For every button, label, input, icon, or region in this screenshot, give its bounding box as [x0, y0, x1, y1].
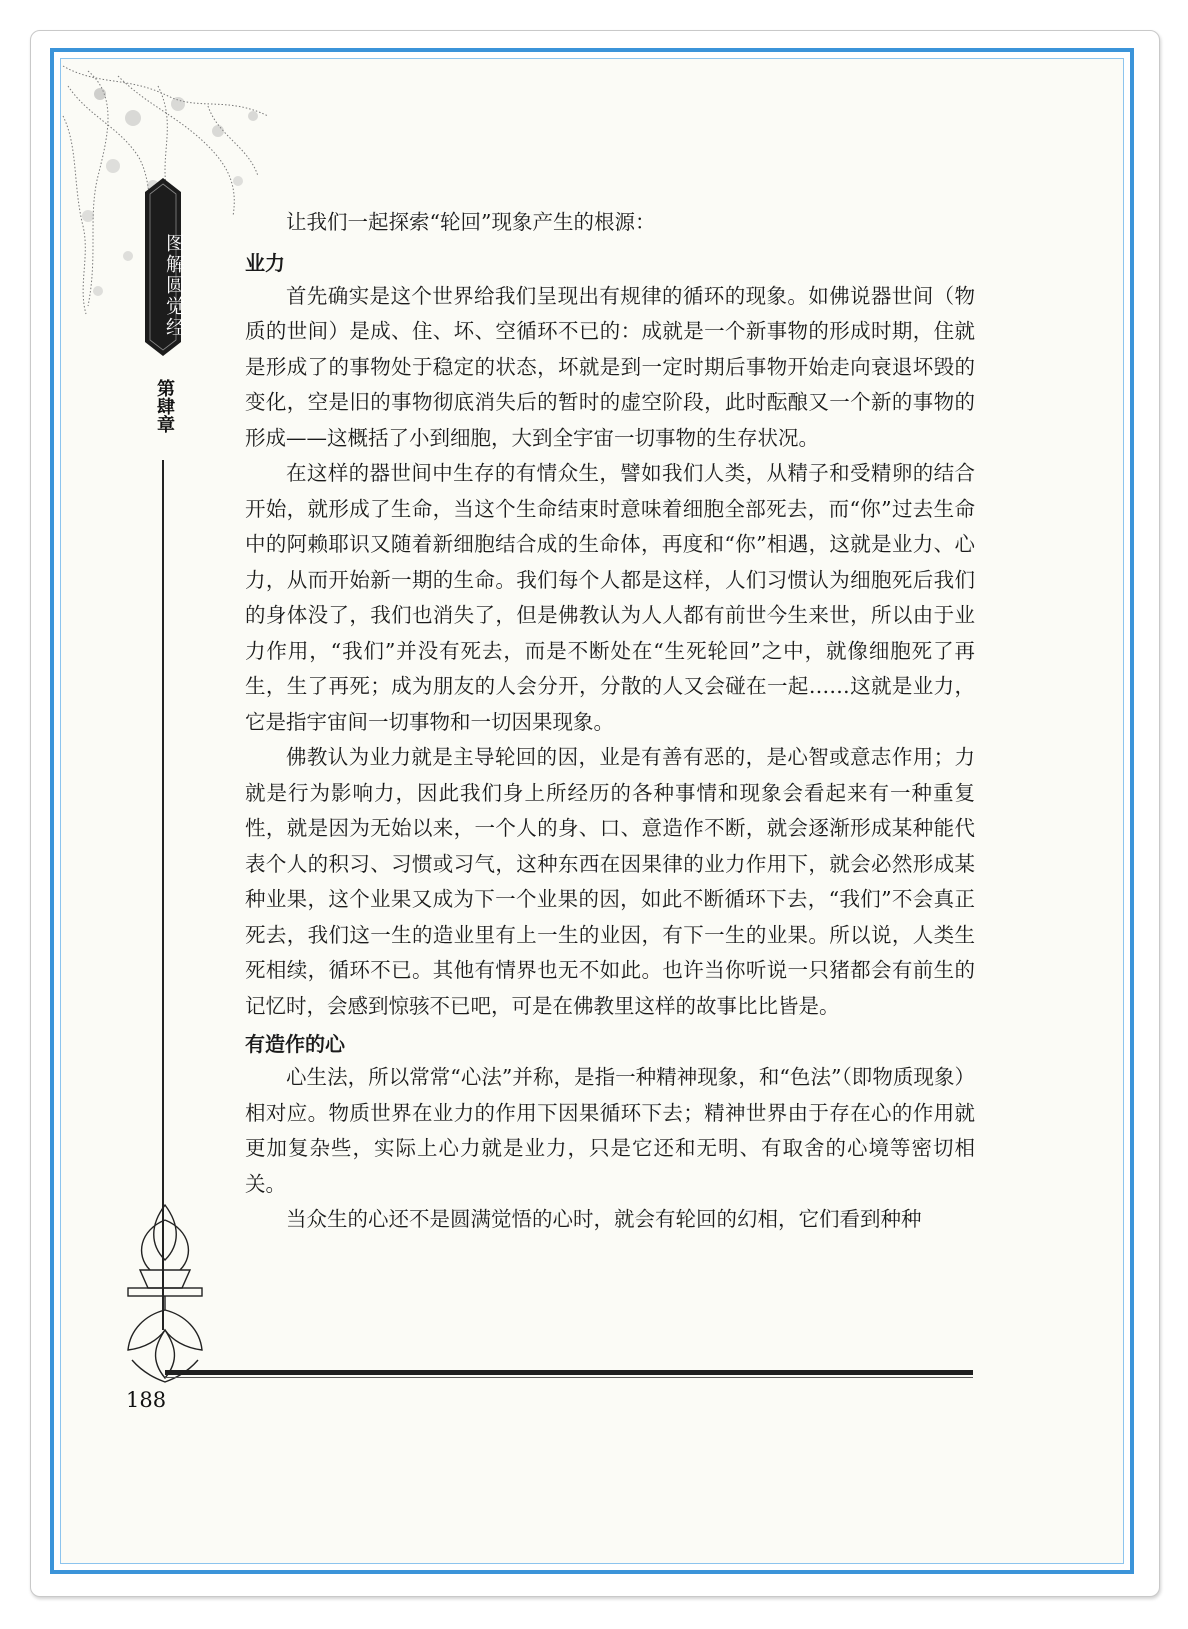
body-paragraph: 心生法，所以常常“心法”并称，是指一种精神现象，和“色法”（即物质现象）相对应。物质世界在业力的作用下因果循环下去；精神世界由于存在心的作用就更加复杂些，实际上心力就是业力，只是它还和无明、有取舍的心境等密切相关。 — [245, 1065, 975, 1196]
book-title: 图解圆觉经 — [163, 232, 185, 338]
footer-rule-thin — [165, 1377, 973, 1378]
page-number: 188 — [126, 1388, 167, 1412]
lotus-ornament-icon — [120, 1200, 210, 1385]
body-paragraph: 当众生的心还不是圆满觉悟的心时，就会有轮回的幻相，它们看到种种 — [286, 1207, 922, 1231]
body-paragraph: 首先确实是这个世界给我们呈现出有规律的循环的现象。如佛说器世间（物质的世间）是成、住、坏、空循环不已的：成就是一个新事物的形成时期，住就是形成了的事物处于稳定的状态，坏就是到一定时期后事物开始走向衰退坏毁的变化，空是旧的事物彻底消失后的暂时的虚空阶段，此时酝酿又一个新的事物的形成——这概括了小到细胞，大到全宇宙一切事物的生存状况。 — [245, 283, 975, 450]
main-text — [245, 205, 975, 1238]
chapter-label: 第肆章 — [154, 379, 175, 433]
body-paragraph: 在这样的器世间中生存的有情众生，譬如我们人类，从精子和受精卵的结合开始，就形成了生命，当这个生命结束时意味着细胞全部死去，而“你”过去生命中的阿赖耶识又随着新细胞结合成的生命体，再度和“你”相遇，这就是业力、心力，从而开始新一期的生命。我们每个人都是这样，人们习惯认为细胞死后我们的身体没了，我们也消失了，但是佛教认为人人都有前世今生来世，所以由于业力作用，“我们”并没有死去，而是不断处在“生死轮回”之中，就像细胞死了再生，生了再死；成为朋友的人会分开，分散的人又会碰在一起……这就是业力，它是指宇宙间一切事物和一切因果现象。 — [245, 461, 975, 734]
footer-rule — [165, 1370, 973, 1375]
section-heading: 有造作的心 — [245, 1032, 345, 1056]
body-paragraph: 佛教认为业力就是主导轮回的因，业是有善有恶的，是心智或意志作用；力就是行为影响力，因此我们身上所经历的各种事情和现象会看起来有一种重复性，就是因为无始以来，一个人的身、口、意造作不断，就会逐渐形成某种能代表个人的积习、习惯或习气，这种东西在因果律的业力作用下，就会必然形成某种业果，这个业果又成为下一个业果的因，如此不断循环下去，“我们”不会真正死去，我们这一生的造业里有上一生的业因，有下一生的业果。所以说，人类生死相续，循环不已。其他有情界也无不如此。也许当你听说一只猪都会有前生的记忆时，会感到惊骇不已吧，可是在佛教里这样的故事比比皆是。 — [245, 745, 975, 1018]
intro-paragraph: 让我们一起探索“轮回”现象产生的根源： — [286, 210, 656, 234]
section-heading: 业力 — [245, 250, 285, 275]
